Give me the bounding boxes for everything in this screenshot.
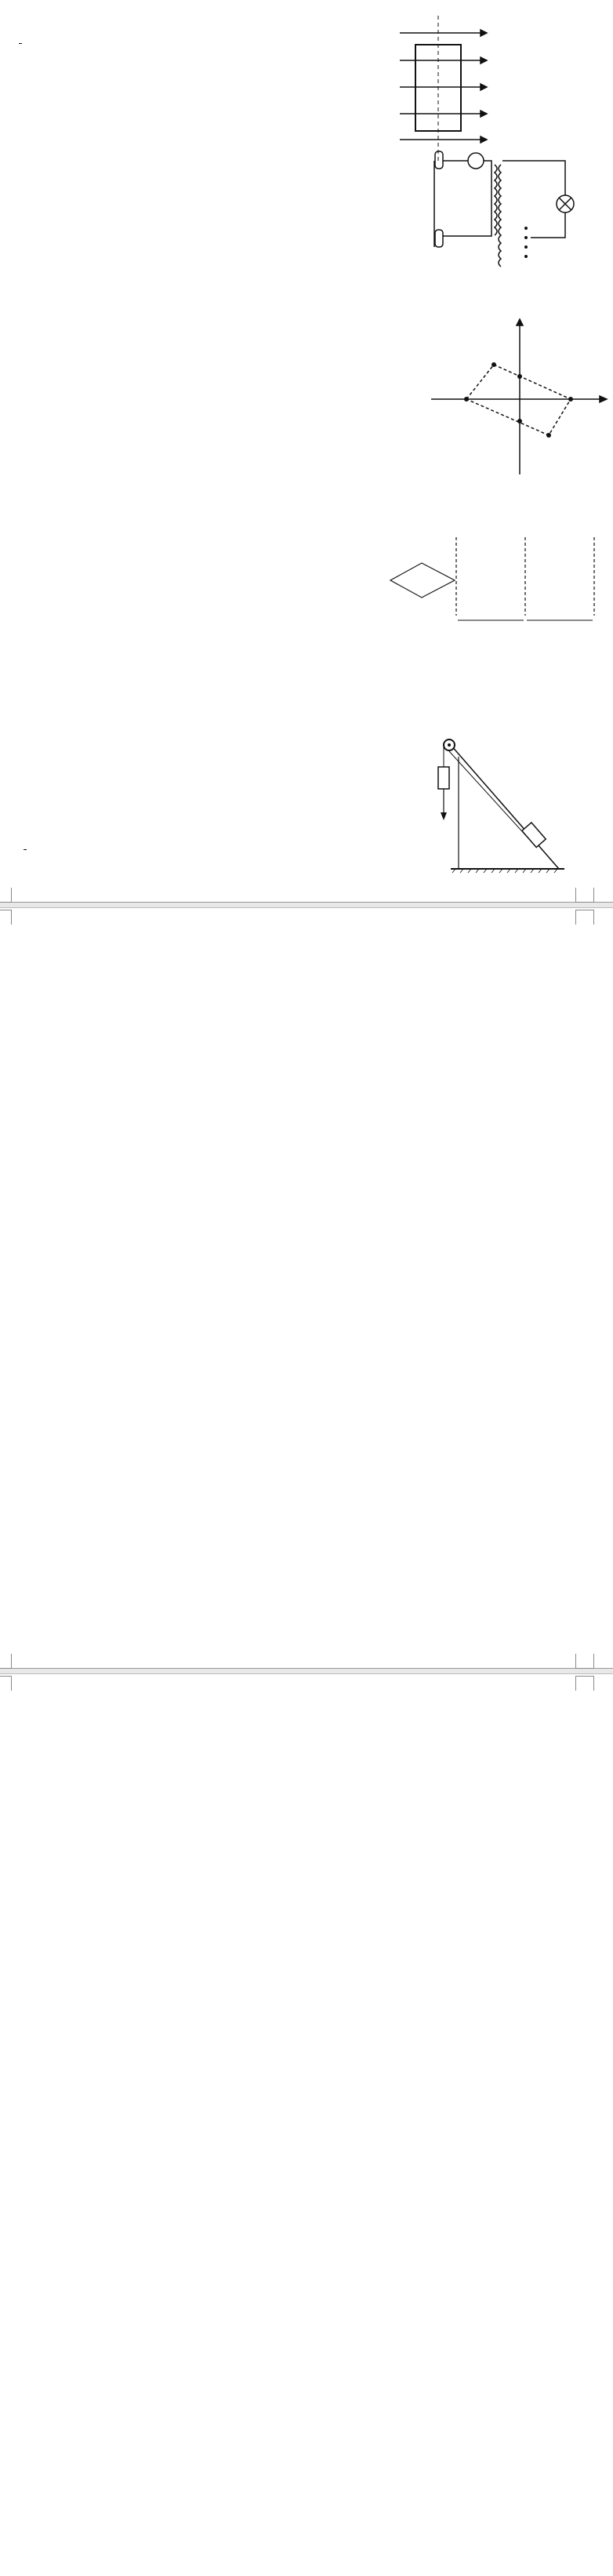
q19-magnetic-field-diagram	[376, 537, 611, 627]
q20-accel-fraction	[24, 849, 27, 850]
page-separator	[0, 1668, 613, 1674]
tap-contacts	[524, 227, 528, 258]
page-corner-mark	[0, 888, 12, 903]
page-corner-mark	[575, 1654, 594, 1669]
page-separator	[0, 902, 613, 908]
circuit-wires	[434, 151, 565, 267]
q18-coordinate-diagram	[431, 318, 611, 474]
page-corner-mark	[575, 1676, 594, 1691]
magnetic-field-arrows	[400, 30, 487, 143]
q17-b-numerator	[19, 43, 22, 44]
q20-incline-pulley-diagram	[419, 729, 568, 874]
fraction-numerator	[24, 849, 27, 850]
page-corner-mark	[0, 1654, 12, 1669]
page-corner-mark	[575, 888, 594, 903]
page-corner-mark	[575, 910, 594, 925]
block-a	[522, 823, 546, 848]
incline-surface	[451, 745, 559, 869]
page-corner-mark	[0, 1676, 12, 1691]
rope	[449, 751, 529, 839]
block-b	[438, 767, 449, 789]
q20-option-a	[24, 848, 27, 864]
q17-generator-transformer-diagram	[396, 4, 576, 263]
page-corner-mark	[0, 910, 12, 925]
ammeter-symbol	[468, 153, 484, 169]
q17-b-fraction	[19, 43, 22, 44]
q17-stem-line1	[19, 43, 22, 59]
lamp-icon	[557, 195, 574, 213]
rhombus-abcd	[390, 563, 455, 598]
